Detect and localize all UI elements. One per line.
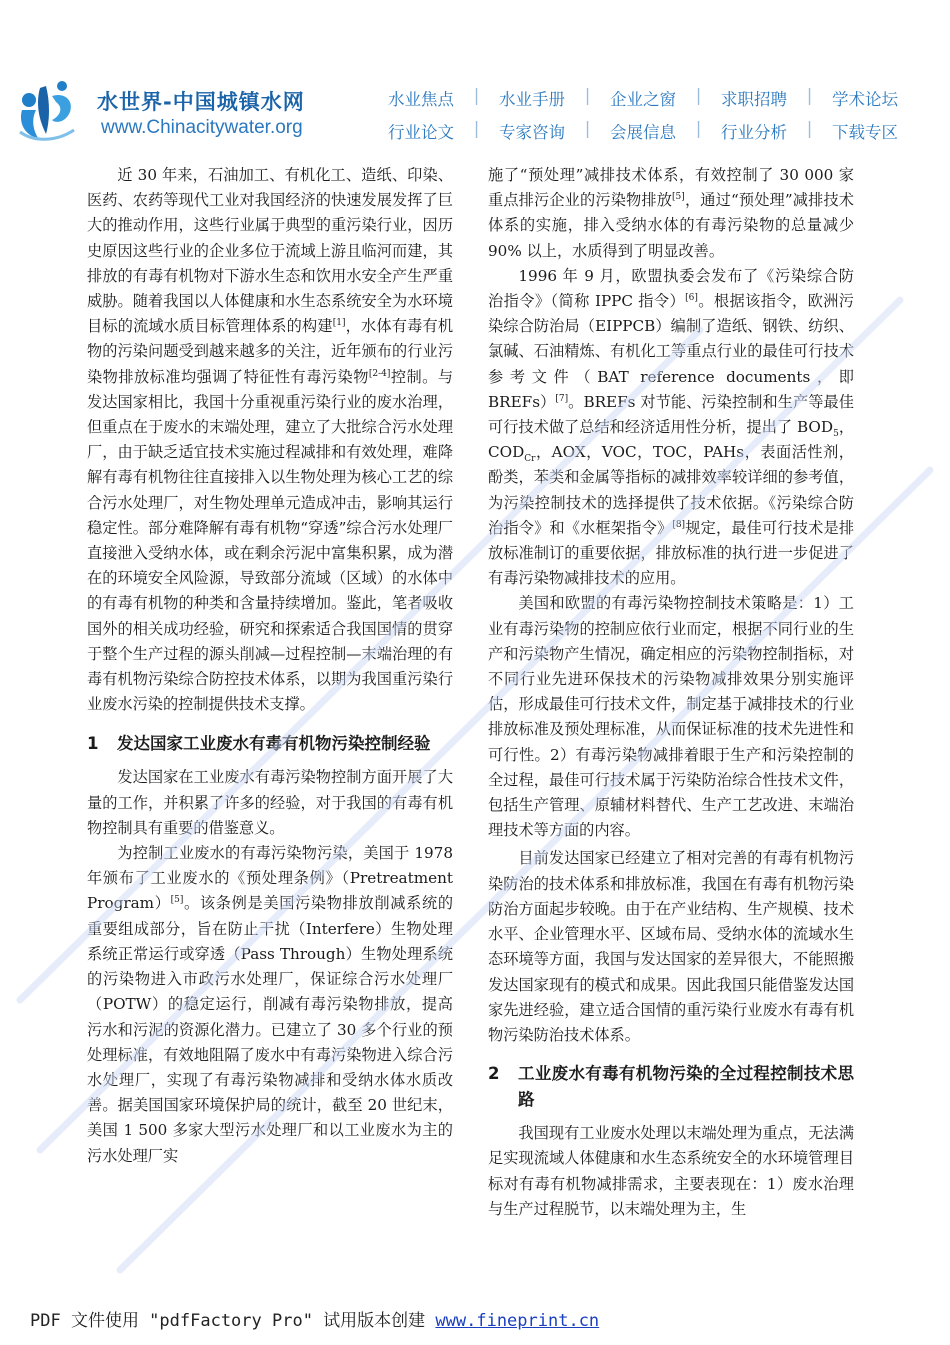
nav-separator: | [584, 86, 591, 105]
nav-separator: | [473, 119, 480, 138]
citation: [5] [672, 192, 685, 203]
nav-separator: | [473, 86, 480, 105]
paragraph: 美国和欧盟的有毒污染物控制技术策略是：1）工业有毒污染物的控制应依行业而定，根据不同行业的生产和污染物产生情况，确定相应的污染物控制指标，对不同行业先进环保技术的污染物减排效果分别实施评估，形成最佳可行技术文件，制定基于减排技术的行业排放标准及预处理标准，从而保证标准的技术先进性和可行性。2）有毒污染物减排着眼于生产和污染控制的全过程，最佳可行技术属于污染防治综合性技术文件，包括生产管理、原辅材料替代、生产工艺改进、末端治理技术等方面的内容。 [488, 594, 854, 840]
nav-row-1 [388, 86, 898, 110]
nav-link[interactable]: 会展信息 [610, 123, 676, 142]
nav-link[interactable]: 水业手册 [499, 90, 565, 109]
citation: [1] [332, 318, 346, 329]
nav-link[interactable]: 专家咨询 [499, 123, 565, 142]
paragraph: 我国现有工业废水处理以末端处理为重点，无法满足实现流域人体健康和水生态系统安全的水环境管理目标对有毒有机物减排需求，主要表现在：1）废水治理与生产过程脱节，以末端处理为主，生 [488, 1124, 854, 1218]
section-heading: 1 发达国家工业废水有毒有机物污染控制经验 [87, 734, 431, 754]
nav-separator: | [806, 119, 813, 138]
nav-separator: | [584, 119, 591, 138]
nav-row-2 [388, 119, 898, 143]
right-column [488, 163, 854, 1222]
nav-link[interactable]: 求职招聘 [721, 90, 787, 109]
citation: [6] [685, 293, 698, 304]
paragraph: 近 30 年来，石油加工、有机化工、造纸、印染、医药、农药等现代工业对我国经济的快速发展发挥了巨大的推动作用，这些行业属于典型的重污染行业，因历史原因这些行业的企业多位于流域上游且临河而建，其排放的有毒有机物对下游水生态和饮用水安全产生严重威胁。随着我国以人体健康和水生态系统安全为水环境目标的流域水质目标管理体系的构建[1]，水体有毒有机物的污染问题受到越来越多的关注，近年颁布的行业污染物排放标准均强调了特征性有毒污染物[2-4]控制。与发达国家相比，我国十分重视重污染行业的废水治理，但重点在于废水的末端处理，建立了大批综合污水处理厂，由于缺乏适宜技术实施过程减排和有效处理，难降解有毒有机物往往直接排入以生物处理为核心工艺的综合污水处理厂，对生物处理单元造成冲击，影响其运行稳定性。部分难降解有毒有机物“穿透”综合污水处理厂直接泄入受纳水体，或在剩余污泥中富集积累，成为潜在的环境安全风险源，导致部分流域（区域）的水体中的有毒有机物的种类和含量持续增加。鉴此，笔者吸收国外的相关成功经验，研究和探索适合我国国情的贯穿于整个生产过程的源头削减—过程控制—末端治理的有毒有机物污染综合防控技术体系，以期为我国重污染行业废水污染的控制提供技术支撑。 [87, 166, 454, 714]
site-url[interactable]: www.Chinacitywater.org [101, 117, 303, 138]
site-title[interactable]: 水世界-中国城镇水网 [97, 90, 305, 114]
nav-separator: | [806, 86, 813, 105]
paragraph: 目前发达国家已经建立了相对完善的有毒有机物污染防治的技术体系和排放标准，我国在有毒有机物污染防治方面起步较晚。由于在产业结构、生产规模、技术水平、企业管理水平、区域布局、受纳水体的流域水生态环境等方面，我国与发达国家的差异很大，不能照搬发达国家现有的模式和成果。因此我国只能借鉴发达国家先进经验，建立适合国情的重污染行业废水有毒有机物污染防治技术体系。 [488, 849, 854, 1044]
nav-separator: | [695, 119, 702, 138]
citation: [8] [672, 519, 686, 530]
citation: [2-4] [368, 368, 391, 379]
paragraph: 施了“预处理”减排技术体系，有效控制了 30 000 家重点排污企业的污染物排放[5]，通过“预处理”减排技术体系的实施，排入受纳水体的有毒污染物的总量减少 90% 以上，水质得到了明显改善。 [488, 166, 854, 260]
paragraph: 为控制工业废水的有毒污染物污染，美国于 1978 年颁布了工业废水的《预处理条例》（Pretreatment Program）[5]。该条例是美国污染物排放削减系统的重要组成部分，旨在防止干扰（Interfere）生物处理系统正常运行或穿透（Pass Through）生物处理系统的污染物进入市政污水处理厂，保证综合污水处理厂（POTW）的稳定运行，削减有毒污染物排放，提高污水和污泥的资源化潜力。已建立了 30 多个行业的预处理标准，有效地阻隔了废水中有毒污染物进入综合污水处理厂，实现了有毒污染物减排和受纳水体水质改善。据美国国家环境保护局的统计，截至 20 世纪末，美国 1 500 多家大型污水处理厂和以工业废水为主的污水处理厂实 [87, 844, 454, 1165]
paragraph: 1996 年 9 月，欧盟执委会发布了《污染综合防治指令》（简称 IPPC 指令）[6]。根据该指令，欧洲污染综合防治局（EIPPCB）编制了造纸、钢铁、纺织、氯碱、石油精炼、有机化工等重点行业的最佳可行技术参考文件（BAT reference documents，即 BREFs）[7]。BREFs 对节能、污染控制和生产等最佳可行技术做了总结和经济适用性分析，提出了 $BOD_5$，$COD_{Cr}$，AOX，VOC，TOC，PAHs，表面活性剂，酚类，苯类和金属等指标的减排效率较详细的参考值，为污染控制技术的选择提供了技术依据。《污染综合防治指令》和《水框架指令》[8]规定，最佳可行技术是排放标准制订的重要依据，排放标准的执行进一步促进了有毒污染物减排技术的应用。 [488, 266, 855, 588]
nav-link[interactable]: 学术论坛 [832, 90, 898, 109]
pdf-footer: PDF 文件使用 "pdfFactory Pro" 试用版本创建 www.fineprint.cn [30, 1311, 600, 1331]
nav-link[interactable]: 行业分析 [721, 123, 787, 142]
nav-separator: | [695, 86, 702, 105]
nav-link[interactable]: 行业论文 [388, 123, 454, 142]
paragraph: 发达国家在工业废水有毒污染物控制方面开展了大量的工作，并积累了许多的经验，对于我国的有毒有机物控制具有重要的借鉴意义。 [87, 768, 453, 837]
site-header [0, 0, 950, 150]
fineprint-link[interactable]: www.fineprint.cn [435, 1311, 600, 1331]
nav-link[interactable]: 企业之窗 [610, 90, 676, 109]
citation: [7] [555, 393, 569, 404]
water-world-logo-icon[interactable] [12, 74, 82, 144]
nav-link[interactable]: 水业焦点 [388, 90, 454, 109]
left-column [87, 163, 453, 1169]
citation: [5] [170, 895, 184, 906]
section-heading: 2 工业废水有毒有机物污染的全过程控制技术思路 [488, 1064, 854, 1110]
nav-link[interactable]: 下载专区 [832, 123, 898, 142]
